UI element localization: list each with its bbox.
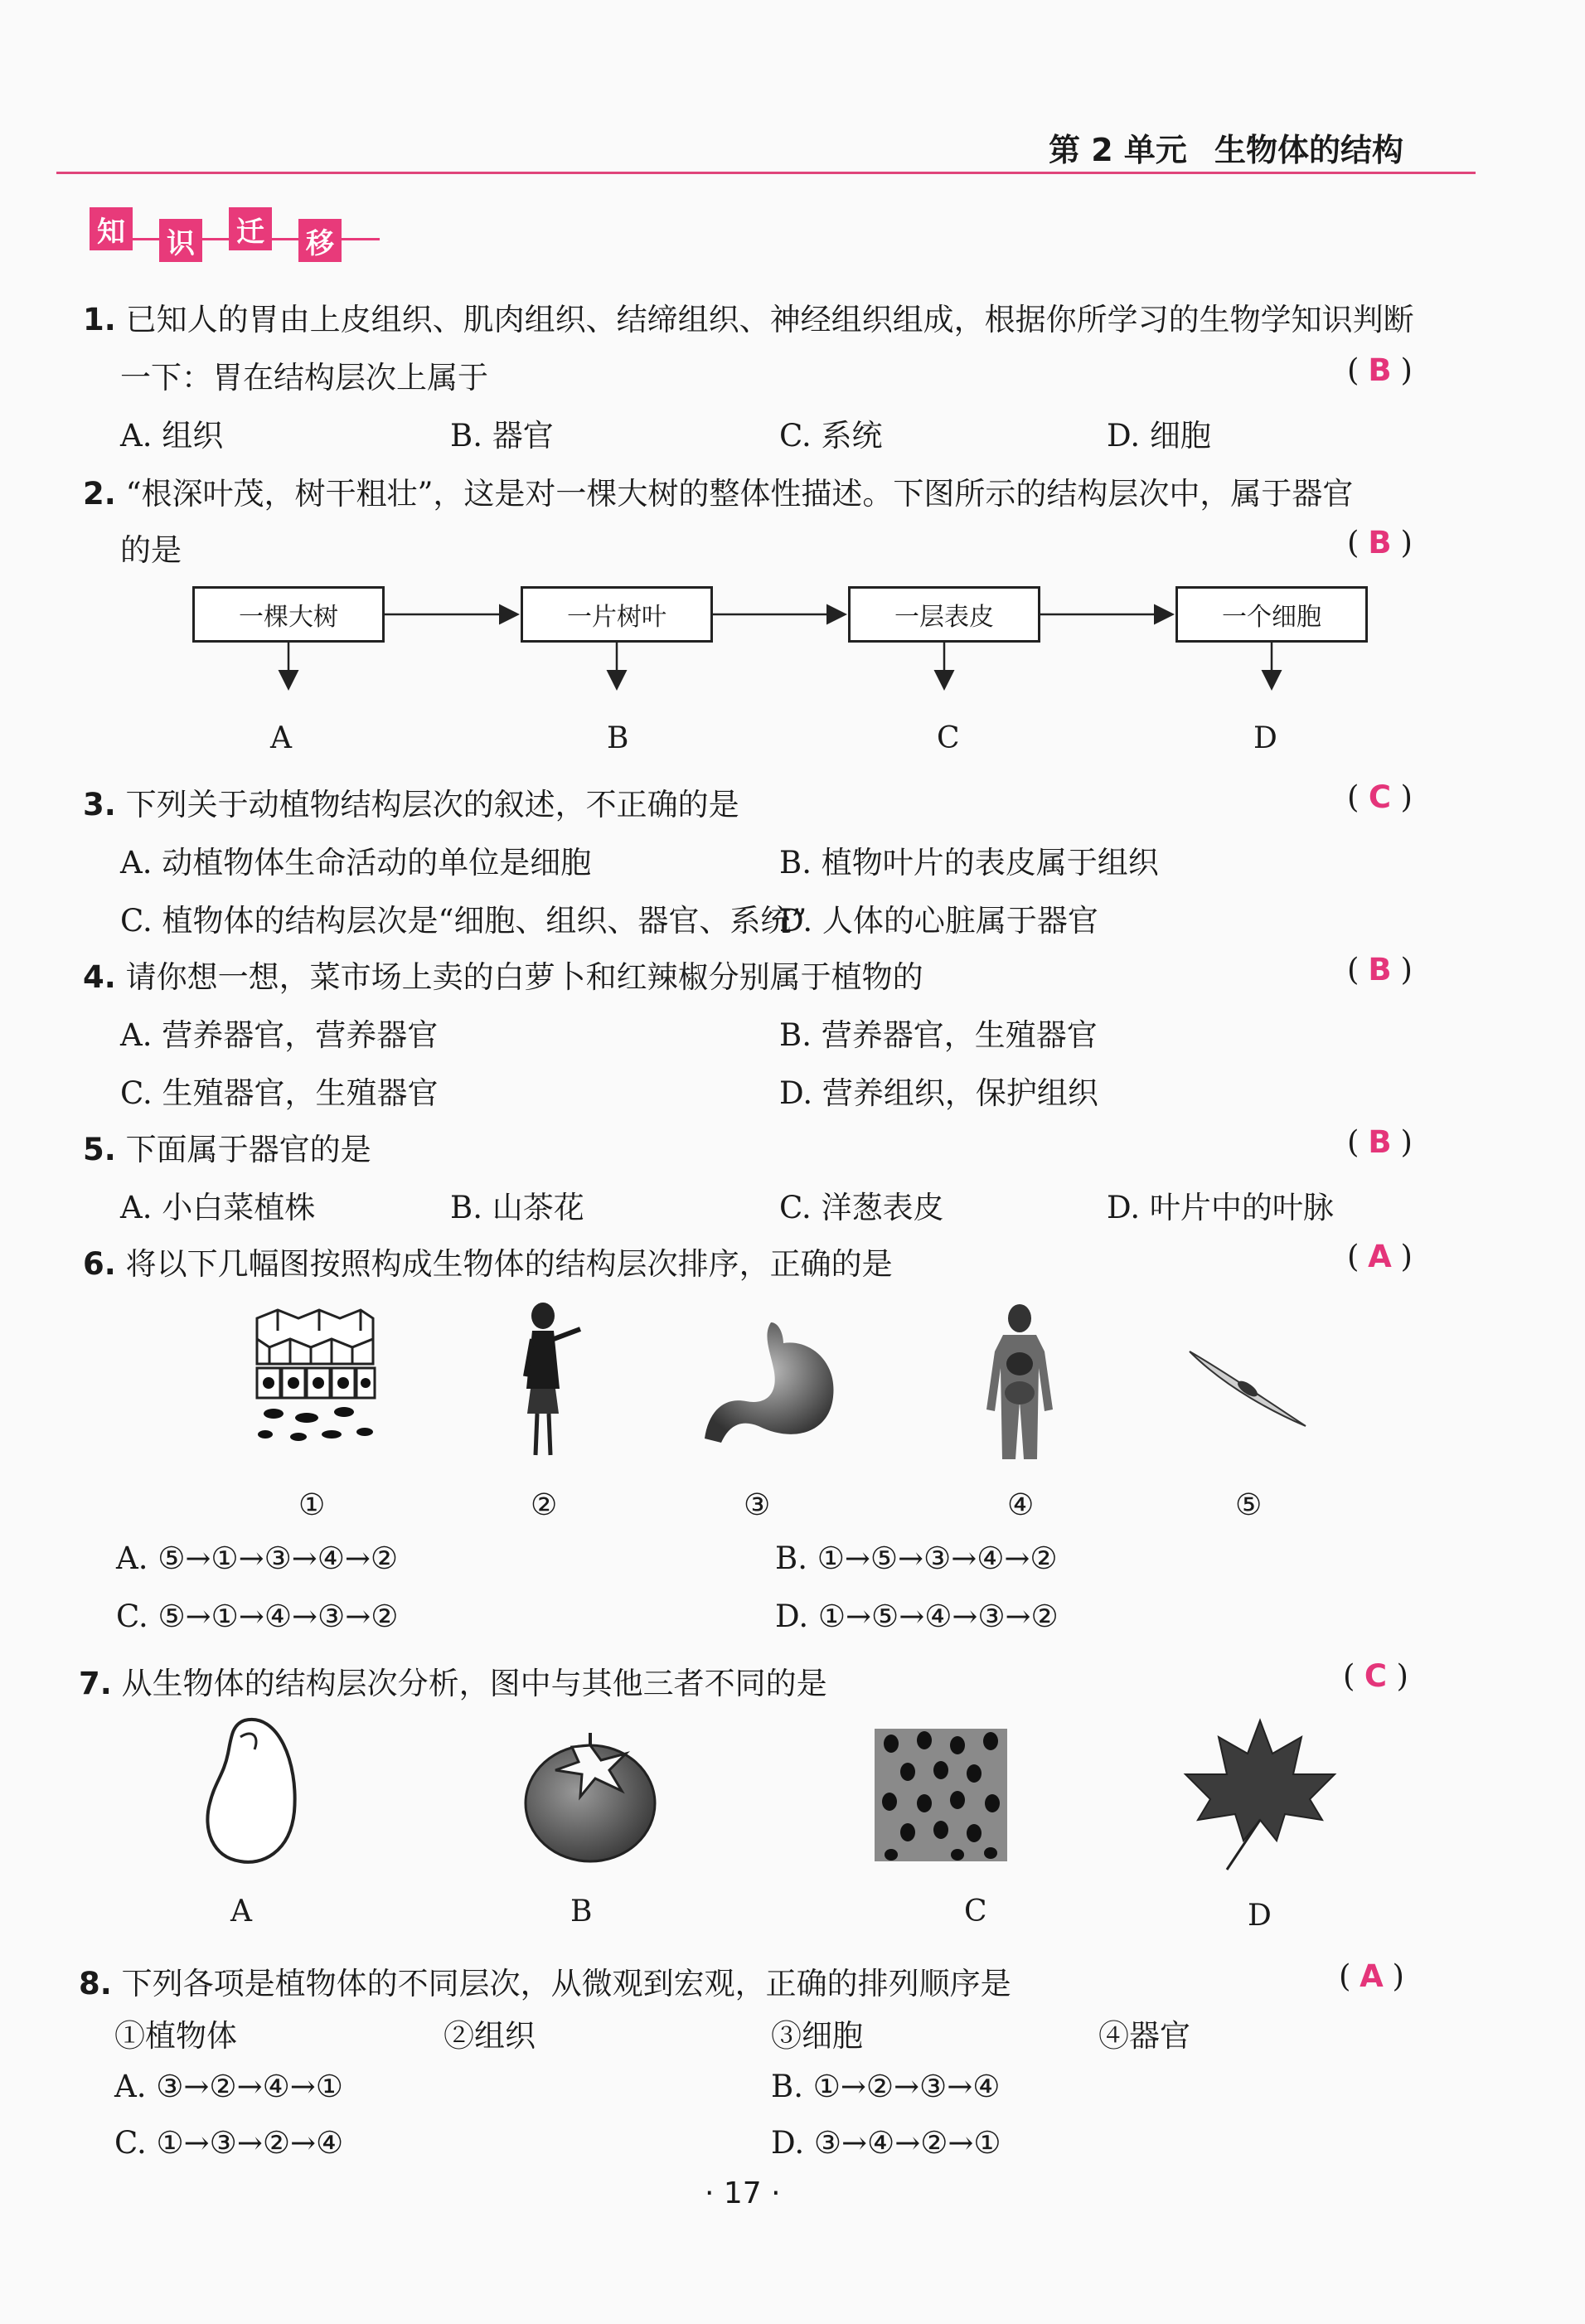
question-7	[79, 1658, 827, 1703]
stomach-image	[700, 1318, 850, 1459]
answer-paren: ( C )	[1343, 1658, 1408, 1694]
cell-image	[1185, 1343, 1310, 1434]
question-text-cont: 的是	[120, 532, 182, 568]
image-label: ④	[1007, 1488, 1035, 1522]
option: B. 营养器官，生殖器官	[779, 1017, 1098, 1053]
page-number: · 17 ·	[705, 2176, 781, 2210]
image-label: ②	[531, 1488, 558, 1522]
option: B. 山茶花	[450, 1190, 584, 1225]
question-number: 8.	[79, 1966, 112, 2001]
option: C. 系统	[779, 418, 883, 454]
option: C. 生殖器官，生殖器官	[120, 1075, 439, 1111]
question-text: 下列关于动植物结构层次的叙述，不正确的是	[125, 787, 739, 822]
item: ①植物体	[114, 2018, 237, 2054]
section-tag-char: 知	[90, 207, 133, 250]
option: A. 营养器官，营养器官	[120, 1017, 439, 1053]
leaf-image	[1177, 1716, 1343, 1874]
option: B. ①→⑤→③→④→②	[775, 1540, 1058, 1576]
answer-paren: ( B )	[1347, 952, 1413, 987]
section-tag-char: 识	[159, 219, 202, 262]
option: B. ①→②→③→④	[771, 2069, 1001, 2104]
answer-choice: C	[1368, 779, 1392, 815]
answer-choice: B	[1368, 1124, 1392, 1160]
answer-paren: ( B )	[1347, 1124, 1413, 1160]
answer-paren: ( A )	[1347, 1239, 1413, 1274]
option: C. 植物体的结构层次是“细胞、组织、器官、系统”	[120, 903, 807, 939]
answer-choice: B	[1368, 525, 1392, 560]
answer-choice: B	[1368, 352, 1392, 388]
flow-box: 一片树叶	[521, 586, 713, 643]
question-text-cont: 一下：胃在结构层次上属于	[120, 360, 488, 395]
option: C. 洋葱表皮	[779, 1190, 944, 1225]
option: C. ①→③→②→④	[114, 2125, 344, 2161]
question-2	[83, 468, 1353, 513]
answer-choice: C	[1364, 1658, 1388, 1694]
item: ②组织	[444, 2018, 536, 2054]
unit-title: 生物体的结构	[1214, 132, 1404, 168]
flow-label: A	[270, 721, 292, 755]
question-number: 2.	[83, 476, 116, 512]
option: A. ⑤→①→③→④→②	[116, 1540, 399, 1576]
answer-paren: ( B )	[1347, 352, 1413, 388]
question-5	[83, 1124, 371, 1169]
question-number: 7.	[79, 1666, 112, 1701]
flow-label: B	[607, 721, 629, 755]
answer-choice: A	[1360, 1958, 1384, 1994]
question-text: “根深叶茂，树干粗壮”，这是对一棵大树的整体性描述。下图所示的结构层次中，属于器官	[125, 476, 1354, 512]
image-label: ③	[744, 1488, 771, 1522]
item: ③细胞	[771, 2018, 863, 2054]
flow-box: 一棵大树	[192, 586, 385, 643]
option: A. 组织	[120, 418, 224, 454]
question-8	[79, 1958, 1011, 2003]
question-text: 从生物体的结构层次分析，图中与其他三者不同的是	[121, 1666, 827, 1701]
question-number: 6.	[83, 1246, 116, 1282]
tissue-image	[249, 1306, 381, 1447]
answer-paren: ( C )	[1347, 779, 1413, 815]
section-tag-char: 移	[298, 219, 342, 262]
section-tag-char: 迁	[229, 207, 272, 250]
option: D. 人体的心脏属于器官	[779, 903, 1098, 939]
option: C. ⑤→①→④→③→②	[116, 1599, 399, 1634]
option: D. ③→④→②→①	[771, 2125, 1001, 2161]
option: D. 细胞	[1107, 418, 1211, 454]
header-rule	[56, 172, 1476, 174]
question-6	[83, 1239, 893, 1283]
question-number: 3.	[83, 787, 116, 822]
image-label: ①	[298, 1488, 326, 1522]
image-label: B	[570, 1895, 593, 1929]
human-body-image	[974, 1302, 1065, 1463]
question-3	[83, 779, 739, 824]
option: B. 器官	[450, 418, 554, 454]
question-1	[83, 294, 1414, 339]
question-text: 已知人的胃由上皮组织、肌肉组织、结缔组织、神经组织组成，根据你所学习的生物学知识判断	[125, 302, 1414, 337]
answer-paren: ( B )	[1347, 525, 1413, 560]
question-number: 1.	[83, 302, 116, 337]
option: A. ③→②→④→①	[114, 2069, 343, 2104]
image-label: ⑤	[1235, 1488, 1263, 1522]
seed-image	[195, 1712, 303, 1870]
option: D. 叶片中的叶脉	[1107, 1190, 1334, 1225]
answer-choice: A	[1368, 1239, 1392, 1274]
option: A. 小白菜植株	[120, 1190, 316, 1225]
flow-label: D	[1253, 721, 1277, 755]
question-text: 请你想一想，菜市场上卖的白萝卜和红辣椒分别属于植物的	[125, 959, 923, 995]
question-text: 将以下几幅图按照构成生物体的结构层次排序，正确的是	[125, 1246, 893, 1282]
person-image	[514, 1298, 589, 1463]
question-number: 5.	[83, 1132, 116, 1167]
tomato-image	[522, 1729, 659, 1866]
option: A. 动植物体生命活动的单位是细胞	[120, 845, 592, 881]
tissue-dots-image	[875, 1729, 1007, 1861]
question-text: 下列各项是植物体的不同层次，从微观到宏观，正确的排列顺序是	[121, 1966, 1011, 2001]
question-text: 下面属于器官的是	[125, 1132, 371, 1167]
flow-label: C	[937, 721, 960, 755]
option: D. 营养组织，保护组织	[779, 1075, 1098, 1111]
image-label: D	[1248, 1899, 1272, 1933]
flow-box: 一层表皮	[848, 586, 1040, 643]
flow-box: 一个细胞	[1175, 586, 1368, 643]
question-number: 4.	[83, 959, 116, 995]
flow-arrows	[0, 580, 1585, 696]
image-label: C	[964, 1895, 987, 1929]
option: B. 植物叶片的表皮属于组织	[779, 845, 1159, 881]
option: D. ①→⑤→④→③→②	[775, 1599, 1059, 1634]
answer-paren: ( A )	[1339, 1958, 1404, 1994]
unit-label: 第 2 单元	[1049, 132, 1187, 168]
item: ④器官	[1098, 2018, 1190, 2054]
image-label: A	[230, 1895, 252, 1929]
question-4	[83, 952, 923, 997]
answer-choice: B	[1368, 952, 1392, 987]
